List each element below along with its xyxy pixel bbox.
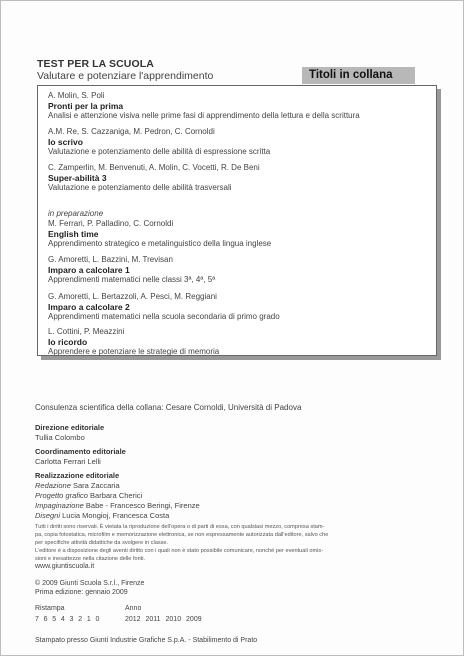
legal-line: pa, copia fotostatica, microfilm e memorizzazione elettronica, se non espressamente autorizzata dall'editore, salvo che [35, 532, 329, 538]
book-title: Imparo a calcolare 1 [48, 265, 130, 275]
copyright: © 2009 Giunti Scuola S.r.l., Firenze [35, 580, 145, 587]
legal-notice [35, 523, 435, 563]
book-title: Super-abilità 3 [48, 173, 107, 183]
in-preparation-label: in preparazione [48, 209, 104, 218]
reprint-label: Ristampa [35, 605, 65, 612]
direction-label: Direzione editoriale [35, 423, 105, 432]
title-entry [48, 127, 270, 157]
editorial-coordination [35, 447, 126, 467]
drawings-line [35, 511, 200, 521]
book-title: Imparo a calcolare 2 [48, 302, 130, 312]
legal-line: per specifiche attività didattiche da svolgere in classe. [35, 540, 169, 546]
title-authors: M. Ferrari, P. Palladino, C. Cornoldi [48, 219, 174, 228]
copyright-block [35, 579, 144, 597]
legal-line: L'editore è a disposizione degli aventi diritto con i quali non è stato possibile comunicare, nonché per eventuali omis- [35, 548, 324, 554]
series-subtitle: Valutare e potenziare l'apprendimento [37, 70, 214, 82]
title-entry [48, 255, 215, 285]
coordination-label: Coordinamento editoriale [35, 447, 126, 456]
layout-value: Babe - Francesco Beringi, Firenze [85, 501, 200, 510]
website: www.giuntiscuola.it [35, 563, 95, 570]
title-entry [48, 163, 260, 193]
editorial-direction [35, 423, 104, 443]
book-description: Apprendere e potenziare le strategie di memoria [48, 347, 220, 356]
book-description: Valutazione e potenziamento delle abilità trasversali [48, 183, 232, 192]
book-description: Apprendimento strategico e metalinguistico della lingua inglese [48, 239, 272, 248]
production-label: Realizzazione editoriale [35, 471, 120, 480]
consultancy-value: Cesare Cornoldi, Università di Padova [165, 403, 302, 412]
title-entry [48, 292, 280, 322]
series-titles-tab: Titoli in collana [302, 67, 415, 84]
editing-line [35, 481, 200, 491]
drawings-value: Lucia Mongioj, Francesca Costa [62, 511, 170, 520]
legal-line: Tutti i diritti sono riservati. È vietata la riproduzione dell'opera o di parti di essa, con qualsiasi mezzo, compresa stam- [35, 524, 325, 530]
title-entry [48, 209, 271, 249]
title-authors: A. Molin, S. Poli [48, 91, 105, 100]
title-authors: G. Amoretti, L. Bazzini, M. Trevisan [48, 255, 173, 264]
editorial-production [35, 471, 200, 521]
title-authors: L. Cottini, P. Meazzini [48, 327, 125, 336]
book-title: Pronti per la prima [48, 101, 124, 111]
year-label: Anno [125, 605, 142, 612]
scientific-consultancy [35, 403, 301, 412]
title-entry [48, 91, 360, 121]
title-entry [48, 327, 219, 357]
graphic-design-value: Barbara Cherici [90, 491, 143, 500]
editing-label: Redazione [35, 481, 71, 490]
title-authors: C. Zamperlin, M. Benvenuti, A. Molin, C. Vocetti, R. De Beni [48, 163, 260, 172]
layout-line [35, 501, 200, 511]
book-description: Apprendimenti matematici nella scuola secondaria di primo grado [48, 312, 280, 321]
first-edition: Prima edizione: gennaio 2009 [35, 589, 128, 596]
graphic-design-label: Progetto grafico [35, 491, 88, 500]
series-title: TEST PER LA SCUOLA [37, 58, 154, 70]
printer-info: Stampato presso Giunti Industrie Grafiche S.p.A. - Stabilimento di Prato [35, 637, 258, 644]
coordination-value: Carlotta Ferrari Lelli [35, 457, 101, 466]
book-description: Analisi e attenzione visiva nelle prime fasi di apprendimento della lettura e della scrittura [48, 111, 360, 120]
editing-value: Sara Zaccaria [72, 481, 120, 490]
series-header [37, 58, 213, 82]
book-title: Io scrivo [48, 137, 83, 147]
layout-label: Impaginazione [35, 501, 84, 510]
title-authors: G. Amoretti, L. Bertazzoli, A. Pesci, M. Reggiani [48, 292, 217, 301]
book-title: Io ricordo [48, 337, 88, 347]
book-title: English time [48, 229, 99, 239]
drawings-label: Disegni [35, 511, 61, 520]
title-authors: A.M. Re, S. Cazzaniga, M. Pedron, C. Cornoldi [48, 127, 215, 136]
direction-value: Tullia Colombo [35, 433, 85, 442]
graphic-design-line [35, 491, 200, 501]
book-description: Apprendimenti matematici nelle classi 3ª, 4ª, 5ª [48, 275, 216, 284]
legal-line: sioni e inesattezze nella citazione delle fonti. [35, 556, 146, 562]
book-description: Valutazione e potenziamento delle abilità di espressione scritta [48, 147, 271, 156]
consultancy-label: Consulenza scientifica della collana: [35, 403, 164, 412]
reprint-numbers: 7 6 5 4 3 2 1 0 [35, 616, 101, 623]
series-titles-box [37, 85, 437, 356]
reprint-years: 2012 2011 2010 2009 [125, 616, 202, 623]
